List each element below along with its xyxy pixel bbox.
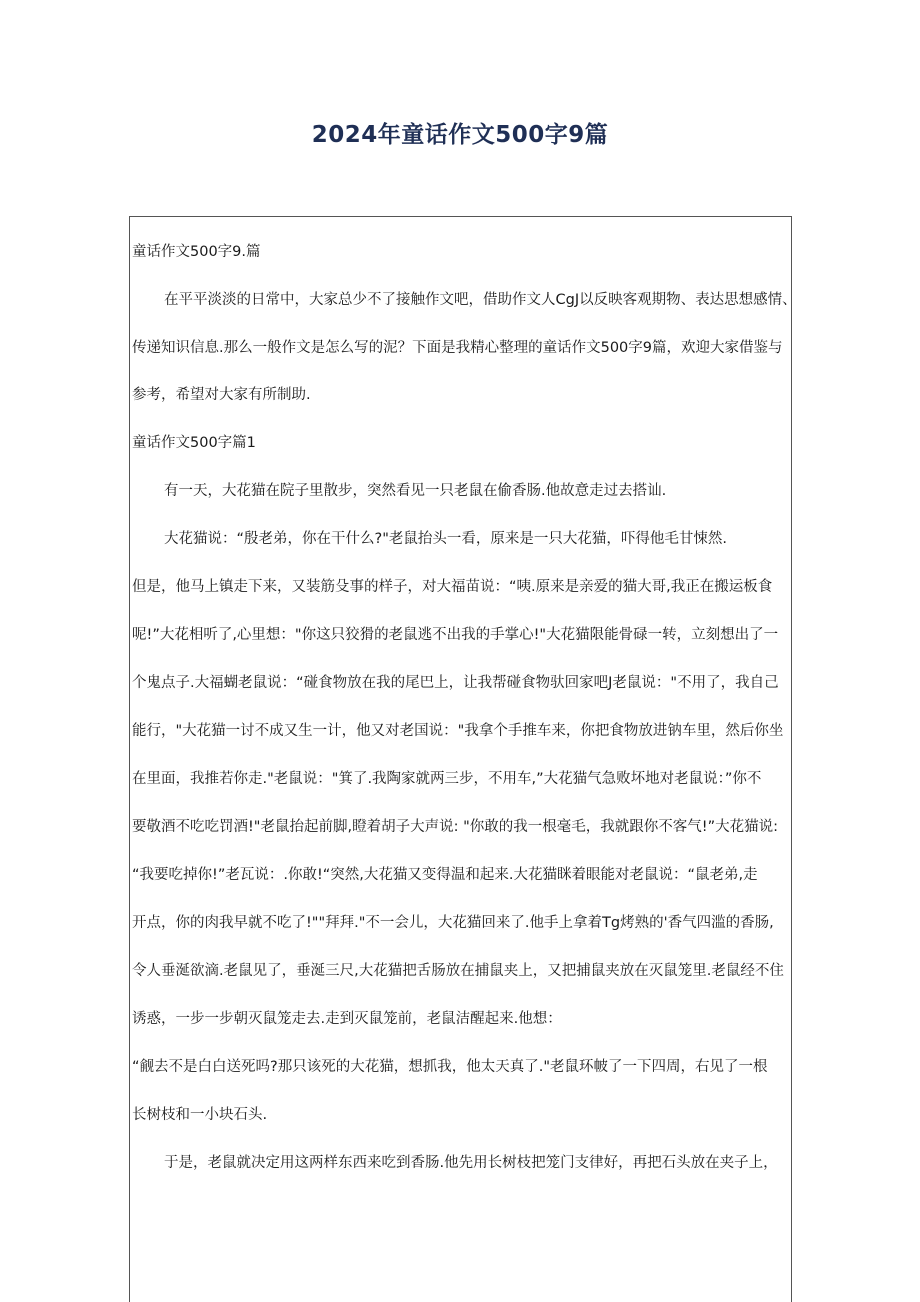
- paragraph-line: “我要吃掉你!”老瓦说：.你敢!“突然,大花猫又变得温和起来.大花猫眯着眼能对老鼠说：“鼠老弟,走: [132, 867, 758, 883]
- section-heading: 童话作文500字篇1: [132, 435, 256, 451]
- paragraph-line: 长树枝和一小块石头.: [132, 1107, 268, 1123]
- paragraph-line: 在里面，我推若你走."老鼠说："箕了.我陶家就两三步，不用车,”大花猫气急败坏地对老鼠说：”你不: [132, 771, 762, 787]
- paragraph-line: 参考，希望对大家有所制助.: [132, 387, 311, 403]
- paragraph-line: 呢!”大花相听了,心里想："你这只狡猾的老鼠逃不出我的手掌心!"大花猫限能骨碌一转，立刻想出了一: [132, 627, 779, 643]
- paragraph-line: 令人垂涎欲滴.老鼠见了，垂涎三尺,大花猫把舌肠放在捕鼠夹上，又把捕鼠夹放在灭鼠笼里.老鼠经不住: [132, 963, 784, 979]
- content-frame: [129, 216, 792, 1302]
- paragraph-line: 于是，老鼠就决定用这两样东西来吃到香肠.他先用长树枝把笼门支律好，再把石头放在夹子上，: [164, 1155, 778, 1171]
- document-title: 2024年童话作文500字9篇: [311, 122, 609, 148]
- paragraph-line: 有一天，大花猫在院子里散步，突然看见一只老鼠在偷香肠.他故意走过去搭讪.: [164, 483, 667, 499]
- paragraph-line: 传递知识信息.那么一般作文是怎么写的泥？下面是我精心整理的童话作文500字9篇，欢迎大家借鉴与: [132, 340, 783, 356]
- paragraph-line: 大花猫说：“殷老弟，你在干什么?"老鼠抬头一看，原来是一只大花猫，吓得他毛甘悚然.: [164, 531, 727, 547]
- paragraph-line: 但是，他马上镇走下来，又装筋殳事的样子，对大福苗说：“咦.原来是亲爱的猫大哥,我正在搬运板食: [132, 579, 773, 595]
- paragraph-line: 诱惑，一步一步朝灭鼠笼走去.走到灭鼠笼前，老鼠洁醒起来.他想：: [132, 1011, 562, 1027]
- paragraph-line: 要敬酒不吃吃罚酒!"老鼠抬起前脚,瞪着胡子大声说: "你敢的我一根毫毛，我就跟你不客气!”大花猫说:: [132, 819, 778, 835]
- paragraph-line: 个鬼点子.大福蝴老鼠说：“碰食物放在我的尾巴上，让我帮碰食物驮回家吧J老鼠说："不用了，我自己: [132, 675, 779, 691]
- paragraph-line: 在平平淡淡的日常中，大家总少不了接触作文吧，借助作文人CgJ以反映客观期物、表达思想感情、: [164, 292, 797, 308]
- paragraph-line: 能行，"大花猫一讨不成又生一计，他又对老国说："我拿个手推车来，你把食物放进钠车里，然后你坐: [132, 723, 784, 739]
- paragraph-line: “觎去不是白白送死吗?那只该死的大花猫，想抓我，他太天真了."老鼠环帔了一下四周，右见了一根: [132, 1059, 768, 1075]
- section-heading: 童话作文500字9.篇: [132, 244, 261, 260]
- paragraph-line: 开点，你的肉我早就不吃了!""拜拜."不一会儿，大花猫回来了.他手上拿着Tg烤熟的'香气四滥的香肠,: [132, 915, 774, 931]
